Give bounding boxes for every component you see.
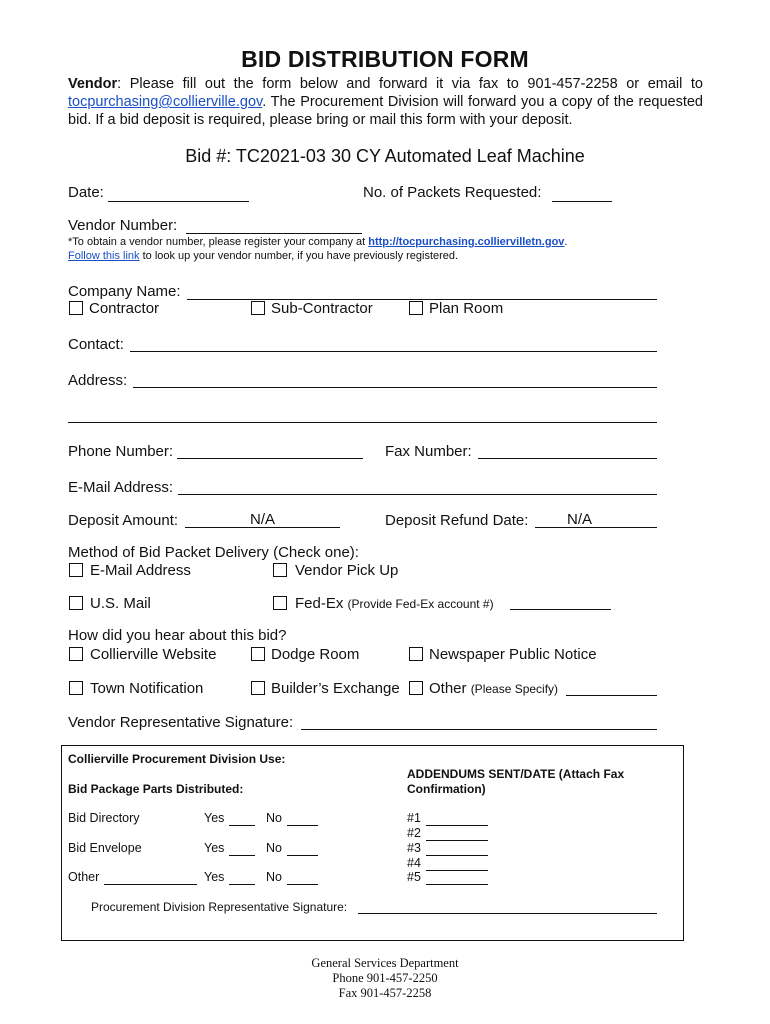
packets-field[interactable] <box>552 201 612 202</box>
address-field-1[interactable] <box>133 387 657 388</box>
other-source-field[interactable] <box>566 695 657 696</box>
deposit-amount-value: N/A <box>250 511 276 528</box>
row-other-specify-field[interactable] <box>104 884 197 885</box>
footer-department: General Services Department <box>311 956 459 970</box>
intro-text-2: . The Procurement Division will forward you a copy of the requested bid. If a bid deposit is required, please bring or mail this form with your deposit. <box>68 94 703 128</box>
row-bid-envelope-no: No <box>266 841 282 855</box>
addenda-heading-1: ADDENDUMS SENT/DATE (Attach Fax <box>407 767 625 781</box>
website-checkbox[interactable] <box>69 647 83 661</box>
newspaper-label: Newspaper Public Notice <box>429 646 597 663</box>
addendum-1-field[interactable] <box>426 825 488 826</box>
form-title: BID DISTRIBUTION FORM <box>241 46 529 72</box>
email-address-field[interactable] <box>178 494 657 495</box>
addendum-4-label: #4 <box>407 856 421 870</box>
addendum-2-label: #2 <box>407 826 421 840</box>
refund-date-label: Deposit Refund Date: <box>385 512 529 529</box>
bid-number-line: Bid #: TC2021-03 30 CY Automated Leaf Machine <box>185 146 585 166</box>
contact-field[interactable] <box>130 351 657 352</box>
row-bid-directory-no-field[interactable] <box>287 825 318 826</box>
contractor-checkbox[interactable] <box>69 301 83 315</box>
footer-fax: Fax 901-457-2258 <box>338 986 432 1000</box>
refund-date-value: N/A <box>567 511 593 528</box>
vendor-pickup-label: Vendor Pick Up <box>295 562 399 579</box>
procurement-signature-label: Procurement Division Representative Signature: <box>91 900 348 914</box>
vendor-number-note <box>68 236 567 248</box>
plan-room-label: Plan Room <box>429 300 504 317</box>
email-address-label: E-Mail Address: <box>68 479 174 496</box>
addendum-5-label: #5 <box>407 870 421 884</box>
row-bid-envelope-yes: Yes <box>204 841 225 855</box>
address-label: Address: <box>68 372 128 389</box>
contact-label: Contact: <box>68 336 124 353</box>
addenda-heading-2: Confirmation) <box>407 782 486 796</box>
fedex-label <box>295 595 494 612</box>
phone-field[interactable] <box>177 458 363 459</box>
intro-paragraph <box>68 75 703 129</box>
phone-label: Phone Number: <box>68 443 174 460</box>
follow-link[interactable]: Follow this link <box>68 250 140 262</box>
us-mail-checkbox[interactable] <box>69 596 83 610</box>
vendor-label: Vendor <box>68 76 118 92</box>
fedex-account-field[interactable] <box>510 609 611 610</box>
vendor-number-field[interactable] <box>186 233 362 234</box>
vendor-signature-field[interactable] <box>301 729 657 730</box>
row-other-label: Other <box>68 870 100 884</box>
us-mail-label: U.S. Mail <box>90 595 151 612</box>
builders-exchange-label: Builder’s Exchange <box>271 680 400 697</box>
row-bid-envelope-label: Bid Envelope <box>68 841 142 855</box>
address-field-2[interactable] <box>68 422 657 423</box>
row-bid-directory-no: No <box>266 811 282 825</box>
vendor-pickup-checkbox[interactable] <box>273 563 287 577</box>
addendum-3-label: #3 <box>407 841 421 855</box>
other-source-checkbox[interactable] <box>409 681 423 695</box>
row-bid-directory-yes-field[interactable] <box>229 825 255 826</box>
fax-field[interactable] <box>478 458 657 459</box>
fedex-note: (Provide Fed-Ex account #) <box>347 597 494 611</box>
row-other-yes: Yes <box>204 870 225 884</box>
fedex-text: Fed-Ex <box>295 595 344 612</box>
row-bid-directory-label: Bid Directory <box>68 811 140 825</box>
dodge-room-label: Dodge Room <box>271 646 360 663</box>
row-other-yes-field[interactable] <box>229 884 255 885</box>
town-notification-checkbox[interactable] <box>69 681 83 695</box>
footer-phone: Phone 901-457-2250 <box>332 971 438 985</box>
vendor-note-text: *To obtain a vendor number, please register your company at <box>68 236 369 248</box>
vendor-number-label: Vendor Number: <box>68 217 178 234</box>
company-name-field[interactable] <box>187 299 657 300</box>
row-bid-envelope-no-field[interactable] <box>287 855 318 856</box>
packets-label: No. of Packets Requested: <box>363 184 542 201</box>
deposit-amount-label: Deposit Amount: <box>68 512 179 529</box>
company-name-label: Company Name: <box>68 283 181 300</box>
addendum-4-field[interactable] <box>426 870 488 871</box>
dodge-room-checkbox[interactable] <box>251 647 265 661</box>
fedex-checkbox[interactable] <box>273 596 287 610</box>
plan-room-checkbox[interactable] <box>409 301 423 315</box>
email-delivery-checkbox[interactable] <box>69 563 83 577</box>
contractor-label: Contractor <box>89 300 160 317</box>
addendum-5-field[interactable] <box>426 884 488 885</box>
office-use-heading: Collierville Procurement Division Use: <box>68 752 286 766</box>
source-heading: How did you hear about this bid? <box>68 627 287 644</box>
email-delivery-label: E-Mail Address <box>90 562 191 579</box>
newspaper-checkbox[interactable] <box>409 647 423 661</box>
fax-label: Fax Number: <box>385 443 472 460</box>
email-link[interactable]: tocpurchasing@collierville.gov <box>68 94 263 110</box>
other-note: (Please Specify) <box>470 682 559 696</box>
addendum-1-label: #1 <box>407 811 421 825</box>
vendor-signature-label: Vendor Representative Signature: <box>68 714 294 731</box>
procurement-signature-field[interactable] <box>358 913 657 914</box>
intro-text-1: : Please fill out the form below and forward it via fax to 901-457-2258 or email to <box>117 76 703 92</box>
row-bid-envelope-yes-field[interactable] <box>229 855 255 856</box>
date-label: Date: <box>68 184 104 201</box>
subcontractor-label: Sub-Contractor <box>271 300 373 317</box>
addendum-3-field[interactable] <box>426 855 488 856</box>
row-other-no-field[interactable] <box>287 884 318 885</box>
other-text: Other <box>429 680 467 697</box>
vendor-note-period: . <box>564 236 568 248</box>
date-field[interactable] <box>108 201 249 202</box>
website-label: Collierville Website <box>90 646 217 663</box>
other-source-label <box>429 680 558 697</box>
register-link[interactable]: http://tocpurchasing.colliervilletn.gov <box>368 236 565 248</box>
builders-exchange-checkbox[interactable] <box>251 681 265 695</box>
parts-distributed-heading: Bid Package Parts Distributed: <box>68 782 244 796</box>
subcontractor-checkbox[interactable] <box>251 301 265 315</box>
row-other-no: No <box>266 870 282 884</box>
town-notification-label: Town Notification <box>90 680 204 697</box>
delivery-heading: Method of Bid Packet Delivery (Check one): <box>68 544 359 561</box>
refund-date-field[interactable] <box>535 527 657 528</box>
follow-link-note <box>68 250 458 262</box>
follow-note-text: to look up your vendor number, if you have previously registered. <box>139 250 459 262</box>
addendum-2-field[interactable] <box>426 840 488 841</box>
row-bid-directory-yes: Yes <box>204 811 225 825</box>
